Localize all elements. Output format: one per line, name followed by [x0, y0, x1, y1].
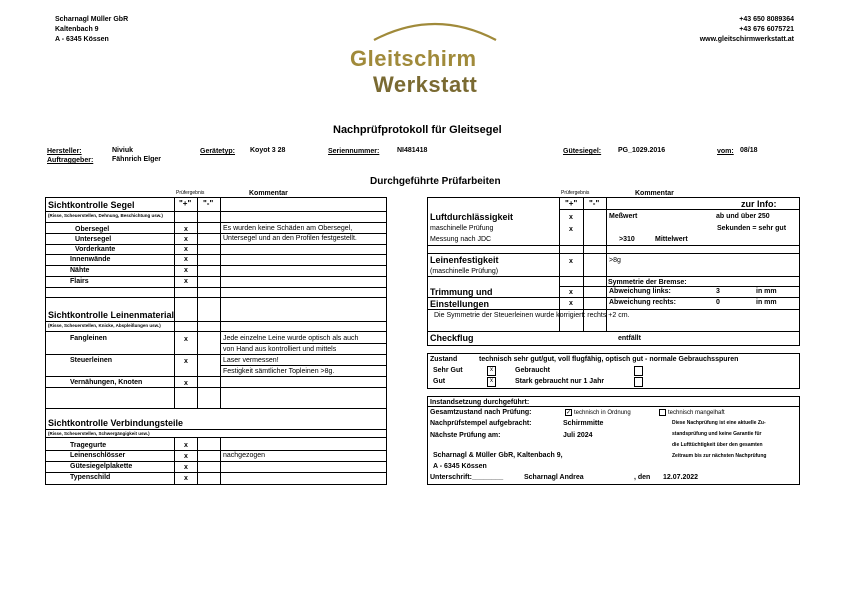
verb-row-label: Typenschild — [70, 474, 111, 481]
website: www.gleitschirmwerkstatt.at — [699, 36, 794, 43]
verb-row-mark: x — [184, 464, 188, 471]
luft-mark-2: x — [569, 226, 573, 233]
segel-row-mark: x — [184, 226, 188, 233]
vernaehungen-label: Vernähungen, Knoten — [70, 379, 143, 386]
left-plus-header: "+" — [179, 199, 192, 208]
stempel-label: Nachprüfstempel aufgebracht: — [430, 420, 532, 427]
right-plus-header: "+" — [565, 199, 578, 208]
datum-value: 12.07.2022 — [663, 474, 699, 481]
fangleinen-comment-1: Jede einzelne Leine wurde optisch als auch — [223, 335, 359, 342]
verb-row-mark: x — [184, 442, 188, 449]
trimmung-label: Trimmung und — [430, 287, 493, 297]
zustand-text: technisch sehr gut/gut, voll flugfähig, optisch gut - normale Gebrauchsspuren — [479, 356, 739, 363]
einstellungen-label: Einstellungen — [430, 299, 490, 309]
naechste-label: Nächste Prüfung am: — [430, 432, 501, 439]
segel-row-mark: x — [184, 256, 188, 263]
verb-subtitle: (Risse, Scheuerstellen, Schwergängigkeit usw.) — [48, 431, 150, 436]
verb-row-label: Tragegurte — [70, 442, 107, 449]
logo-line-2: Werkstatt — [373, 72, 478, 97]
segel-title: Sichtkontrolle Segel — [48, 200, 135, 210]
zustand-label: Zustand — [430, 356, 458, 363]
leinenf-title: Leinenfestigkeit — [430, 255, 499, 265]
trim-mark-2: x — [569, 300, 573, 307]
checkflug-value: entfällt — [618, 335, 641, 342]
hersteller-label: Hersteller: — [47, 148, 82, 155]
leinenf-value: >8g — [609, 257, 621, 264]
segel-row-label: Nähte — [70, 267, 90, 274]
hersteller-value: Niviuk — [112, 147, 134, 154]
tech-ok-label: technisch in Ordnung — [574, 410, 631, 416]
instand-label: Instandsetzung durchgeführt: — [430, 399, 530, 406]
fangleinen-mark: x — [184, 336, 188, 343]
vom-value: 08/18 — [740, 147, 758, 154]
logo-line-1: Gleitschirm — [350, 46, 477, 71]
right-pruefergebnis: Prüfergebnis — [561, 190, 590, 196]
symmetrie-label: Symmetrie der Bremse: — [608, 279, 687, 286]
auftraggeber-label: Auftraggeber: — [47, 157, 94, 164]
den-label: , den — [634, 474, 651, 481]
stark-label: Stark gebraucht nur 1 Jahr — [515, 378, 605, 385]
luft-mark-1: x — [569, 214, 573, 221]
messwert-label: Meßwert — [609, 213, 638, 220]
abw-links-value: 3 — [716, 288, 720, 295]
section-title: Durchgeführte Prüfarbeiten — [370, 176, 501, 187]
seriennummer-label: Seriennummer: — [328, 148, 380, 155]
luft-line-2: Messung nach JDC — [430, 236, 492, 243]
verb-row-label: Gütesiegelplakette — [70, 463, 133, 470]
fangleinen-label: Fangleinen — [70, 335, 107, 342]
segel-row-mark: x — [184, 236, 188, 243]
phone-2: +43 676 6075721 — [739, 26, 794, 33]
segel-row-label: Obersegel — [75, 226, 110, 233]
steuerleinen-mark: x — [184, 358, 188, 365]
gebraucht-label: Gebraucht — [515, 367, 551, 374]
gebraucht-checkbox[interactable] — [634, 366, 643, 376]
tech-ok-checkbox[interactable]: ✓ — [566, 410, 572, 416]
segel-row-label: Untersegel — [75, 236, 112, 243]
verb-row-comment: nachgezogen — [223, 452, 266, 459]
seriennummer-value: NI481418 — [397, 147, 428, 154]
checkflug-label: Checkflug — [430, 333, 474, 343]
note-line: Zeitraum bis zur nächsten Nachprüfung — [672, 453, 767, 459]
guetesiegel-label: Gütesiegel: — [563, 148, 602, 155]
logo-arc — [370, 14, 500, 44]
luft-value: >310 — [619, 236, 635, 243]
phone-1: +43 650 8089364 — [739, 16, 794, 23]
left-minus-header: "-" — [203, 199, 214, 208]
segel-row-mark: x — [184, 278, 188, 285]
info-line-1: ab und über 250 — [716, 213, 770, 220]
fangleinen-comment-2: von Hand aus kontrolliert und mittels — [223, 346, 337, 353]
abw-links-label: Abweichung links: — [609, 288, 671, 295]
addr-line-2: A - 6345 Kössen — [433, 463, 487, 470]
luft-title: Luftdurchlässigkeit — [430, 212, 514, 222]
verb-title: Sichtkontrolle Verbindungsteile — [48, 418, 184, 428]
abw-rechts-label: Abweichung rechts: — [609, 299, 676, 306]
geraetetyp-value: Koyot 3 28 — [250, 147, 286, 154]
leinenf-mark: x — [569, 258, 573, 265]
unterschrift-name: Scharnagl Andrea — [524, 474, 584, 481]
segel-row-label: Flairs — [70, 278, 89, 285]
auftraggeber-value: Fähnrich Elger — [112, 156, 162, 163]
company-name: Scharnagl Müller GbR — [55, 16, 129, 23]
steuerleinen-label: Steuerleinen — [70, 357, 113, 364]
left-pruefergebnis: Prüfergebnis — [176, 190, 205, 196]
left-kommentar-header: Kommentar — [249, 190, 288, 197]
vernaehungen-mark: x — [184, 380, 188, 387]
stempel-value: Schirmmitte — [563, 420, 604, 427]
mittelwert-label: Mittelwert — [655, 236, 688, 243]
abw-rechts-unit: in mm — [756, 299, 777, 306]
naechste-value: Juli 2024 — [563, 432, 593, 439]
steuerleinen-comment-2: Festigkeit sämtlicher Topleinen >8g. — [223, 368, 335, 375]
stark-checkbox[interactable] — [634, 377, 643, 387]
verb-row-mark: x — [184, 475, 188, 482]
segel-subtitle: (Risse, Scheuerstellen, Dehnung, Beschichtung usw.) — [48, 213, 163, 218]
abw-rechts-value: 0 — [716, 299, 720, 306]
leinen-title: Sichtkontrolle Leinenmaterial — [48, 310, 175, 320]
right-kommentar-header: Kommentar — [635, 190, 674, 197]
company-street: Kaltenbach 9 — [55, 26, 99, 33]
note-line: die Lufttüchtigkeit über den gesamten — [672, 442, 763, 448]
segel-row-mark: x — [184, 267, 188, 274]
document-title: Nachprüfprotokoll für Gleitsegel — [333, 124, 502, 136]
segel-row-label: Innenwände — [70, 256, 111, 263]
vom-label: vom: — [717, 148, 734, 155]
luft-line-1: maschinelle Prüfung — [430, 225, 494, 232]
trim-mark-1: x — [569, 289, 573, 296]
addr-line-1: Scharnagl & Müller GbR, Kaltenbach 9, — [433, 452, 563, 459]
verb-row-mark: x — [184, 453, 188, 460]
gut-label: Gut — [433, 378, 446, 385]
sehr-gut-label: Sehr Gut — [433, 367, 463, 374]
segel-row-label: Vorderkante — [75, 246, 116, 253]
abw-links-unit: in mm — [756, 288, 777, 295]
tech-mangel-label: technisch mangelhaft — [668, 410, 725, 416]
info-line-2: Sekunden = sehr gut — [717, 225, 787, 232]
leinenf-subtitle: (maschinelle Prüfung) — [430, 268, 499, 275]
tech-mangel-checkbox[interactable] — [659, 409, 666, 416]
note-line: Diese Nachprüfung ist eine aktuelle Zu- — [672, 420, 766, 426]
right-minus-header: "-" — [589, 199, 600, 208]
leinen-subtitle: (Risse, Scheuerstellen, Knicke, Abspleißungen usw.) — [48, 323, 161, 328]
symmetrie-note: Die Symmetrie der Steuerleinen wurde korrigiert: rechts +2 cm. — [434, 312, 630, 319]
gesamt-label: Gesamtzustand nach Prüfung: — [430, 409, 532, 416]
segel-row-comment: Es wurden keine Schäden am Obersegel, — [223, 225, 353, 232]
gut-checkbox[interactable]: x — [487, 377, 496, 387]
geraetetyp-label: Gerätetyp: — [200, 148, 236, 155]
note-line: standsprüfung und keine Garantie für — [672, 431, 762, 437]
verb-row-label: Leinenschlösser — [70, 452, 126, 459]
segel-row-mark: x — [184, 246, 188, 253]
steuerleinen-comment-1: Laser vermessen! — [223, 357, 279, 364]
unterschrift-label: Unterschrift:________ — [430, 474, 504, 481]
segel-row-comment: Untersegel und an den Profilen festgestellt. — [223, 235, 357, 242]
guetesiegel-value: PG_1029.2016 — [618, 147, 666, 154]
company-city: A - 6345 Kössen — [55, 36, 109, 43]
zur-info: zur Info: — [741, 199, 777, 209]
sehr-gut-checkbox[interactable]: x — [487, 366, 496, 376]
